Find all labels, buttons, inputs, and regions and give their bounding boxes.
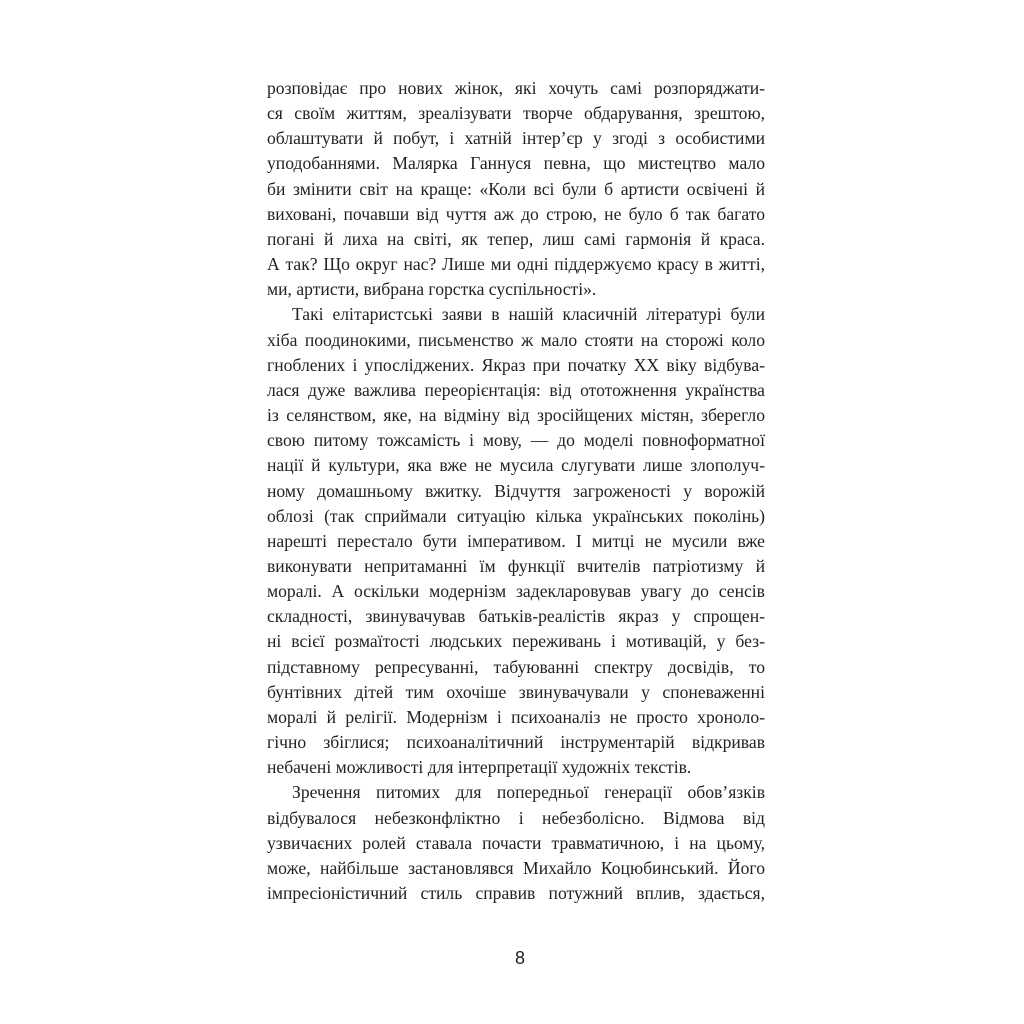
text-line: Такі елітаристські заяви в нашій класичній літературі були [292,304,765,325]
text-line: облаштувати й побут, і хатній інтер’єр у згоді з особистими [267,128,765,149]
paragraph [267,780,765,906]
text-line: імпресіоністичний стиль справив потужний вплив, здається, [267,883,765,903]
text-line: гноблених і упосліджених. Якраз при початку ХХ віку відбува- [267,354,765,375]
text-line: ні всієї розмаїтості людських переживань і мотивацій, у без- [267,631,765,652]
text-line: хіба поодинокими, письменство ж мало стояти на сторожі коло [267,329,765,350]
text-line: уподобаннями. Малярка Ганнуся певна, що мистецтво мало [267,153,765,174]
text-line: гічно збіглися; психоаналітичний інструментарій відкривав [267,732,765,753]
text-line: нарешті перестало бути імперативом. І митці не мусили вже [267,530,765,551]
text-line: погані й лиха на світі, як тепер, лиш самі гармонія й краса. [267,228,765,249]
body-text [267,76,765,906]
text-line: нації й культури, яка вже не мусила слугувати лише злополуч- [267,455,765,476]
text-line: виконувати непритаманні їм функції вчителів патріотизму й [267,555,765,576]
text-line: виховані, почавши від чуття аж до строю, не було б так багато [267,203,765,224]
text-line: А так? Що округ нас? Лише ми одні піддержуємо красу в житті, [267,254,765,275]
paragraph [267,302,765,780]
text-line: узвичаєних ролей ставала почасти травматичною, і на цьому, [267,832,765,853]
text-line: лася дуже важлива переорієнтація: від ототожнення українства [267,379,765,400]
page-number: 8 [514,948,525,968]
text-line: Зречення питомих для попередньої генерації обов’язків [292,782,765,803]
text-line: бунтівних дітей тим охочіше звинувачували у споневаженні [267,681,765,702]
text-line: із селянством, яке, на відміну від зросійщених містян, зберегло [267,405,765,426]
text-line: ному домашньому вжитку. Відчуття загроженості у ворожій [267,480,765,501]
text-line: відбувалося небезконфліктно і небезболісно. Відмова від [267,807,765,828]
text-line: ми, артисти, вибрана горстка суспільності». [267,279,597,300]
text-line: небачені можливості для інтерпретації художніх текстів. [267,757,692,778]
text-line: ся своїм життям, зреалізувати творче обдарування, зрештою, [267,103,765,124]
text-line: облозі (так сприймали ситуацію кілька українських поколінь) [267,505,765,526]
text-line: моралі. А оскільки модернізм задекларовував увагу до сенсів [267,581,765,602]
text-line: би змінити світ на краще: «Коли всі були б артисти освічені й [267,178,765,199]
text-line: може, найбільше застановлявся Михайло Коцюбинський. Його [267,857,765,878]
text-line: свою питому тожсамість і мову, — до моделі повноформатної [267,430,765,451]
text-line: моралі й релігії. Модернізм і психоаналіз не просто хроноло- [267,706,765,727]
paragraph [267,76,765,302]
text-line: розповідає про нових жінок, які хочуть самі розпоряджати- [267,78,765,98]
text-line: підставному репресуванні, табуюванні спектру досвідів, то [267,656,765,677]
text-line: складності, звинувачував батьків-реалістів якраз у спрощен- [267,606,765,627]
